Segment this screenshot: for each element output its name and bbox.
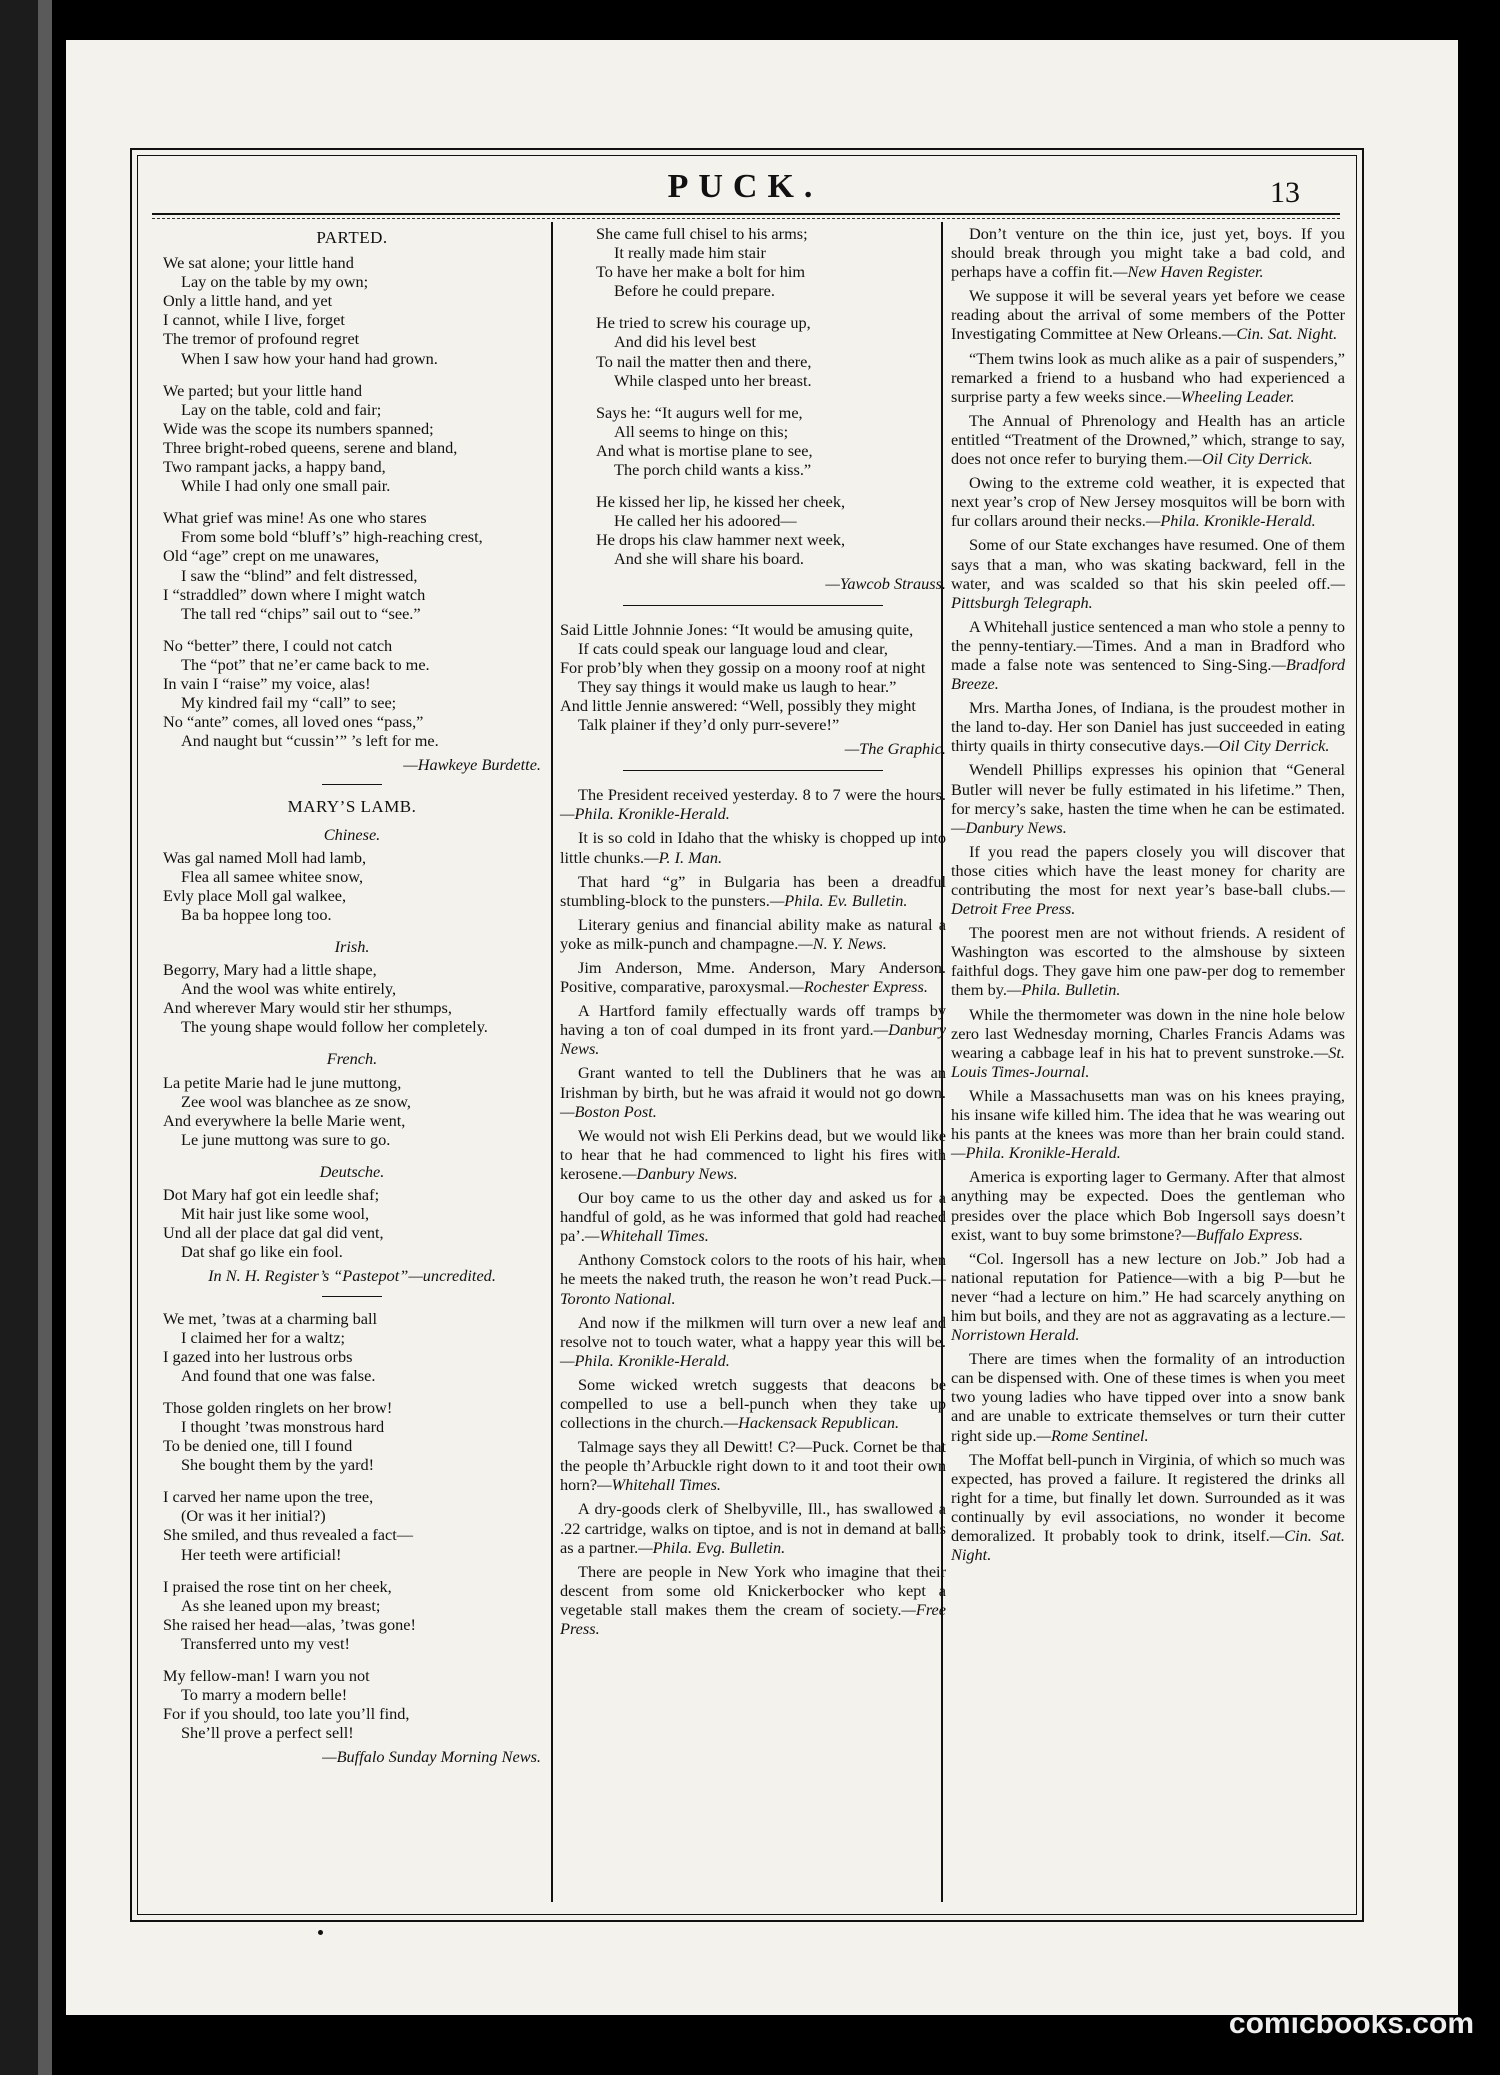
news-paragraph — [560, 872, 946, 910]
source-credit: —Whitehall Times. — [584, 1226, 709, 1246]
verse-line: Evly place Moll gal walkee, — [163, 885, 347, 905]
verse-line: We met, ’twas at a charming ball — [163, 1308, 378, 1328]
verse-line: I thought ’twas monstrous hard — [181, 1416, 385, 1436]
verse-line: Zee wool was blanchee as ze snow, — [181, 1091, 411, 1111]
news-paragraph — [951, 1167, 1345, 1243]
news-paragraph — [560, 1499, 946, 1556]
news-paragraph — [951, 1450, 1345, 1565]
source-credit: —Norristown Herald. — [951, 1305, 1345, 1345]
source-credit: —Phila. Bulletin. — [1006, 980, 1121, 1000]
verse-line: Begorry, Mary had a little shape, — [163, 960, 377, 980]
stanza — [560, 620, 946, 735]
paragraph-text: Literary genius and financial ability make as natural a yoke as milk-punch and champagne. — [560, 914, 946, 953]
verse-line: And did his level best — [614, 332, 756, 352]
paragraph-text: Grant wanted to tell the Dubliners that he was an Irishman by birth, but he was afraid it would not go down. — [560, 1063, 946, 1102]
paragraph-text: Owing to the extreme cold weather, it is expected that next year’s crop of New Jersey mosquitos will be born with fur collars around their necks. — [951, 473, 1345, 531]
verse-line: She smiled, and thus revealed a fact— — [163, 1525, 414, 1545]
verse-line: Lay on the table, cold and fair; — [181, 399, 382, 419]
verse-line: Those golden ringlets on her brow! — [163, 1397, 393, 1417]
source-credit: —Oil City Derrick. — [1187, 449, 1313, 469]
verse-line: And what is mortise plane to see, — [596, 440, 813, 460]
verse-line: Only a little hand, and yet — [163, 291, 333, 311]
column-1 — [163, 224, 541, 1776]
stanza — [163, 1577, 541, 1653]
stanza — [163, 1666, 541, 1742]
paragraph-text: We would not wish Eli Perkins dead, but we would like to hear that he had commenced to light his fires with kerosene. — [560, 1125, 946, 1183]
column-divider-1 — [551, 222, 553, 1902]
news-paragraph — [951, 760, 1345, 836]
verse-line: He drops his claw hammer next week, — [596, 530, 846, 550]
attribution: —The Graphic. — [844, 739, 946, 759]
masthead-title: PUCK. — [667, 168, 823, 205]
source-credit: —Buffalo Express. — [1181, 1224, 1304, 1244]
verse-line: If cats could speak our language loud and clear, — [578, 638, 888, 658]
paragraph-text: A Hartford family effectually wards off tramps by having a ton of coal dumped in its front yard. — [560, 1001, 946, 1040]
news-paragraph — [560, 1063, 946, 1120]
stanza — [163, 1398, 541, 1474]
verse-line: I cannot, while I live, forget — [163, 310, 345, 330]
stanza — [596, 492, 946, 568]
verse-line: I gazed into her lustrous orbs — [163, 1346, 353, 1366]
source-credit: —Danbury News. — [621, 1163, 738, 1183]
poem-title-marys-lamb: MARY’S LAMB. — [287, 797, 417, 817]
section-label: Deutsche. — [319, 1161, 385, 1181]
verse-line: In vain I “raise” my voice, alas! — [163, 673, 371, 693]
paragraph-text: We suppose it will be several years yet before we cease reading about the arrival of some members of the Potter Investigating Committee at New Orleans. — [951, 286, 1345, 344]
column-3 — [951, 224, 1345, 1569]
paragraph-text: The President received yesterday. 8 to 7 were the hours. — [578, 785, 946, 805]
source-credit: —Detroit Free Press. — [951, 880, 1345, 919]
news-paragraph — [951, 842, 1345, 918]
stanza — [163, 960, 541, 1036]
verse-line: And found that one was false. — [181, 1365, 376, 1385]
print-mark — [318, 1930, 323, 1935]
paragraph-list — [951, 224, 1345, 1564]
source-credit: —Cin. Sat. Night. — [1221, 324, 1338, 344]
paragraph-text: The Annual of Phrenology and Health has an article entitled “Treatment of the Drowned,” which, strange to say, does not once refer to burying them. — [951, 410, 1345, 469]
verse-line: And the wool was white entirely, — [181, 979, 397, 999]
news-paragraph — [560, 828, 946, 866]
source-credit: —Boston Post. — [560, 1101, 657, 1121]
news-paragraph — [560, 1313, 946, 1370]
verse-line: What grief was mine! As one who stares — [163, 508, 427, 528]
verse-line: While I had only one small pair. — [181, 476, 391, 496]
verse-line: I “straddled” down where I might watch — [163, 584, 426, 604]
poem-parted — [163, 253, 541, 750]
paragraph-text: That hard “g” in Bulgaria has been a dreadful stumbling-block to the punsters. — [560, 871, 946, 910]
verse-line: Old “age” crept on me unawares, — [163, 546, 380, 566]
verse-line: Wide was the scope its numbers spanned; — [163, 418, 434, 438]
verse-line: Her teeth were artificial! — [181, 1544, 342, 1564]
news-paragraph — [951, 1086, 1345, 1162]
source-credit: —Toronto National. — [560, 1269, 946, 1308]
source-credit: —Rome Sentinel. — [1036, 1425, 1149, 1445]
verse-line: Transferred unto my vest! — [181, 1633, 350, 1653]
verse-line: It really made him stair — [614, 243, 766, 263]
source-credit: —Danbury News. — [951, 817, 1067, 837]
verse-line: She raised her head—alas, ’twas gone! — [163, 1614, 416, 1634]
news-paragraph — [951, 224, 1345, 281]
verse-line: I carved her name upon the tree, — [163, 1487, 374, 1507]
news-paragraph — [951, 1005, 1345, 1081]
news-paragraph — [951, 535, 1345, 611]
paragraph-text: America is exporting lager to Germany. After that almost anything may be expected. Does the gentleman who presides over the place which Bob Ingersoll says doesn’t exist, want to buy some brimstone? — [951, 1167, 1345, 1244]
source-credit: —Oil City Derrick. — [1204, 736, 1330, 756]
verse-line: He called her his adoored— — [614, 511, 797, 531]
source-credit: —Rochester Express. — [789, 977, 928, 997]
paragraph-text: Jim Anderson, Mme. Anderson, Mary Anderson. Positive, comparative, paroxysmal. — [560, 958, 946, 997]
news-paragraph — [560, 785, 946, 823]
verse-line: The young shape would follow her completely. — [181, 1017, 488, 1037]
news-paragraph — [560, 958, 946, 996]
news-paragraph — [560, 1437, 946, 1494]
section-divider — [623, 605, 883, 606]
source-credit: —N. Y. News. — [798, 933, 887, 953]
verse-line: Two rampant jacks, a happy band, — [163, 457, 386, 477]
verse-line: Mit hair just like some wool, — [181, 1204, 370, 1224]
verse-line: She’ll prove a perfect sell! — [181, 1723, 354, 1743]
verse-line: And everywhere la belle Marie went, — [163, 1110, 406, 1130]
header-rule — [152, 213, 1340, 215]
verse-line: (Or was it her initial?) — [181, 1506, 326, 1526]
paragraph-list — [560, 785, 946, 1638]
paragraph-text: The poorest men are not without friends. A resident of Washington was escorted to the almshouse by sixteen faithful dogs. They gave him one paw-per dog to remember them by. — [951, 923, 1345, 1000]
attribution: In N. H. Register’s “Pastepot”—uncredited. — [208, 1266, 496, 1286]
paragraph-text: If you read the papers closely you will discover that those cities which have the least money for charity are contributing the most for next year’s base-ball clubs. — [951, 841, 1345, 899]
news-paragraph — [951, 286, 1345, 343]
verse-line: While clasped unto her breast. — [614, 370, 812, 390]
poem-johnnie-jones — [560, 620, 946, 735]
verse-line: And little Jennie answered: “Well, possibly they might — [560, 695, 916, 715]
verse-line: To have her make a bolt for him — [596, 262, 806, 282]
verse-line: She bought them by the yard! — [181, 1455, 375, 1475]
section-label: Irish. — [334, 937, 370, 956]
news-paragraph — [951, 473, 1345, 530]
verse-line: Three bright-robed queens, serene and bland, — [163, 437, 458, 457]
watermark: comicbooks.com — [1228, 2007, 1474, 2040]
attribution: —Buffalo Sunday Morning News. — [322, 1747, 541, 1767]
source-credit: —Phila. Ev. Bulletin. — [769, 890, 908, 910]
paragraph-text: There are people in New York who imagine that their descent from some old Knickerbocker who kept a vegetable stall makes them the cream of society. — [560, 1561, 946, 1619]
verse-line: From some bold “bluff’s” high-reaching crest, — [181, 527, 483, 547]
source-credit: —Danbury News. — [560, 1020, 946, 1059]
verse-line: As she leaned upon my breast; — [181, 1595, 381, 1615]
source-credit: —Phila. Kronikle-Herald. — [1145, 511, 1316, 531]
stanza — [163, 1309, 541, 1385]
source-credit: —Pittsburgh Telegraph. — [951, 573, 1345, 612]
poem-charming-ball — [163, 1309, 541, 1743]
stanza — [163, 253, 541, 368]
paragraph-text: Some of our State exchanges have resumed. One of them says that a man, who was skating backward, fell in the water, and was scalded so that his skin peeled off. — [951, 535, 1345, 593]
verse-line: She came full chisel to his arms; — [596, 224, 808, 243]
poem-carpenter — [560, 224, 946, 569]
news-paragraph — [560, 915, 946, 953]
facing-page-edge — [0, 0, 52, 2075]
verse-line: They say things it would make us laugh to hear.” — [578, 676, 897, 696]
paragraph-text: While the thermometer was down in the nine hole below zero last Wednesday morning, Charles Francis Adams was wearing a cabbage leaf in his hat to prevent sunstroke. — [951, 1004, 1345, 1062]
source-credit: —Phila. Evg. Bulletin. — [638, 1537, 786, 1557]
section-divider — [623, 770, 883, 771]
news-paragraph — [560, 1375, 946, 1432]
stanza — [163, 1185, 541, 1261]
verse-line: Ba ba hoppee long too. — [181, 904, 332, 924]
stanza — [163, 381, 541, 496]
news-paragraph — [560, 1126, 946, 1183]
verse-line: Before he could prepare. — [614, 281, 775, 301]
section-divider — [322, 1296, 382, 1297]
verse-line: Dat shaf go like ein fool. — [181, 1242, 343, 1262]
verse-line: All seems to hinge on this; — [614, 421, 789, 441]
paragraph-text: Mrs. Martha Jones, of Indiana, is the proudest mother in the land to-day. Her son Daniel has just succeeded in eating thirty quails in thirty consecutive days. — [951, 698, 1345, 756]
verse-line: And she will share his board. — [614, 549, 804, 569]
news-paragraph — [951, 698, 1345, 755]
verse-line: Said Little Johnnie Jones: “It would be amusing quite, — [560, 619, 914, 639]
source-credit: —Bradford Breeze. — [951, 654, 1345, 694]
paragraph-text: Our boy came to us the other day and asked us for a handful of gold, as he was informed that gold had reached pa’. — [560, 1188, 946, 1246]
paragraph-text: And now if the milkmen will turn over a new leaf and resolve not to touch water, what a happy year this will be. — [560, 1312, 946, 1351]
section-divider — [322, 784, 382, 785]
section-label: French. — [326, 1049, 378, 1069]
verse-line: Talk plainer if they’d only purr-severe!” — [578, 715, 840, 735]
news-paragraph — [951, 617, 1345, 693]
source-credit: —Whitehall Times. — [597, 1475, 721, 1495]
verse-line: I saw the “blind” and felt distressed, — [181, 565, 418, 585]
verse-line: To marry a modern belle! — [181, 1685, 348, 1705]
news-paragraph — [951, 1349, 1345, 1444]
stanza — [596, 224, 946, 300]
verse-line: Und all der place dat gal did vent, — [163, 1223, 384, 1243]
verse-line: Le june muttong was sure to go. — [181, 1129, 391, 1149]
paragraph-text: Anthony Comstock colors to the roots of his hair, when he meets the naked truth, the reason he won’t read Puck. — [560, 1250, 946, 1289]
section-label: Chinese. — [323, 824, 381, 844]
news-paragraph — [951, 923, 1345, 999]
verse-line: No “ante” comes, all loved ones “pass,” — [163, 712, 424, 732]
news-paragraph — [951, 411, 1345, 468]
verse-line: The “pot” that ne’er came back to me. — [181, 654, 430, 674]
verse-line: No “better” there, I could not catch — [163, 635, 393, 655]
source-credit: —P. I. Man. — [644, 847, 723, 867]
paragraph-text: The Moffat bell-punch in Virginia, of which so much was expected, has proved a failure. It registered the drinks all right for a time, but finally let down. Surrounded as it was continually by evil associations, no wonder it become demoralized. It probably took to drink, itself. — [951, 1449, 1345, 1545]
paragraph-text: Some wicked wretch suggests that deacons be compelled to use a bell-punch when they take up collections in the church. — [560, 1374, 946, 1433]
verse-line: For prob’bly when they gossip on a moony roof at night — [560, 657, 926, 677]
verse-line: And wherever Mary would stir her sthumps, — [163, 998, 452, 1018]
source-credit: —New Haven Register. — [1113, 262, 1264, 282]
verse-line: La petite Marie had le june muttong, — [163, 1072, 402, 1092]
paragraph-text: “Col. Ingersoll has a new lecture on Job.” Job had a national reputation for Patience—with a big P—but he never “had a lecture on him.” He had scarcely anything on him but boils, and they are not as aggravating as a lecture. — [951, 1248, 1345, 1325]
paragraph-text: It is so cold in Idaho that the whisky is chopped up into little chunks. — [560, 828, 946, 867]
verse-line: For if you should, too late you’ll find, — [163, 1704, 410, 1724]
stanza — [596, 313, 946, 389]
source-credit: —Phila. Kronikle-Herald. — [560, 1350, 730, 1370]
verse-line: Dot Mary haf got ein leedle shaf; — [163, 1185, 380, 1205]
paragraph-text: A dry-goods clerk of Shelbyville, Ill., has swallowed a .22 cartridge, walks on tiptoe, and is not in demand at balls as a partner. — [560, 1499, 946, 1557]
attribution: —Hawkeye Burdette. — [403, 755, 541, 775]
header-rule-dashed — [152, 218, 1340, 219]
source-credit: —Phila. Kronikle-Herald. — [560, 804, 730, 824]
paragraph-text: Don’t venture on the thin ice, just yet, boys. If you should break through you might take a bad cold, and perhaps have a coffin fit. — [951, 224, 1345, 282]
news-paragraph — [560, 1562, 946, 1638]
stanza — [163, 1073, 541, 1149]
stanza — [163, 508, 541, 623]
verse-line: When I saw how your hand had grown. — [181, 348, 438, 368]
news-paragraph — [560, 1001, 946, 1058]
verse-line: I praised the rose tint on her cheek, — [163, 1576, 392, 1596]
paragraph-text: Talmage says they all Dewitt! C?—Puck. Cornet be that the people th’Arbuckle right down to it and toot their own horn? — [560, 1437, 946, 1495]
page-number: 13 — [1270, 176, 1300, 209]
source-credit: —Cin. Sat. Night. — [951, 1526, 1345, 1565]
column-2 — [560, 224, 946, 1643]
verse-line: And naught but “cussin’” ’s left for me. — [181, 731, 439, 751]
stanza — [163, 636, 541, 751]
news-paragraph — [560, 1188, 946, 1245]
paragraph-text: A Whitehall justice sentenced a man who stole a penny to the penny-tentiary.—Times. And a man in Bradford who made a false note was sentenced to Sing-Sing. — [951, 616, 1345, 674]
stanza — [163, 1487, 541, 1563]
paragraph-text: While a Massachusetts man was on his knees praying, his insane wife killed him. The idea that he was wearing out his pants at the knees was more than her brain could stand. — [951, 1085, 1345, 1144]
verse-line: We parted; but your little hand — [163, 380, 362, 400]
paragraph-text: Wendell Phillips expresses his opinion that “General Butler will never be fully estimated in his lifetime.” Then, for mercy’s sake, hasten the time when he can be estimated. — [951, 760, 1345, 818]
paragraph-text: There are times when the formality of an introduction can be dispensed with. One of these times is when you meet two young ladies who have tipped over into a snow bank and are unable to extricate themselves or turn their cutter right side up. — [951, 1349, 1345, 1445]
verse-line: My kindred fail my “call” to see; — [181, 693, 397, 713]
source-credit: —Wheeling Leader. — [1166, 386, 1295, 406]
news-paragraph — [951, 349, 1345, 406]
verse-line: To nail the matter then and there, — [596, 351, 812, 371]
verse-line: Was gal named Moll had lamb, — [163, 847, 367, 867]
verse-line: My fellow-man! I warn you not — [163, 1666, 370, 1685]
news-paragraph — [560, 1250, 946, 1307]
verse-line: Lay on the table by my own; — [181, 272, 369, 292]
stanza — [596, 403, 946, 479]
news-paragraph — [951, 1249, 1345, 1344]
source-credit: —Free Press. — [560, 1599, 946, 1638]
verse-line: He kissed her lip, he kissed her cheek, — [596, 492, 846, 512]
source-credit: —Phila. Kronikle-Herald. — [951, 1143, 1121, 1163]
poem-marys-lamb — [163, 825, 541, 1262]
verse-line: He tried to screw his courage up, — [596, 313, 811, 333]
attribution: —Yawcob Strauss. — [825, 573, 946, 593]
verse-line: Flea all samee whitee snow, — [181, 866, 364, 886]
paragraph-text: “Them twins look as much alike as a pair of suspenders,” remarked a friend to a husband who had experienced a surprise party a few weeks since. — [951, 348, 1345, 406]
verse-line: The porch child wants a kiss.” — [614, 460, 812, 480]
verse-line: We sat alone; your little hand — [163, 253, 354, 273]
verse-line: I claimed her for a waltz; — [181, 1327, 346, 1347]
verse-line: The tremor of profound regret — [163, 329, 360, 349]
verse-line: The tall red “chips” sail out to “see.” — [181, 603, 421, 623]
verse-line: Says he: “It augurs well for me, — [596, 402, 803, 422]
poem-title-parted: PARTED. — [316, 228, 388, 247]
source-credit: —Hackensack Republican. — [723, 1413, 900, 1433]
stanza — [163, 848, 541, 924]
verse-line: To be denied one, till I found — [163, 1436, 353, 1456]
source-credit: —St. Louis Times-Journal. — [951, 1042, 1345, 1081]
